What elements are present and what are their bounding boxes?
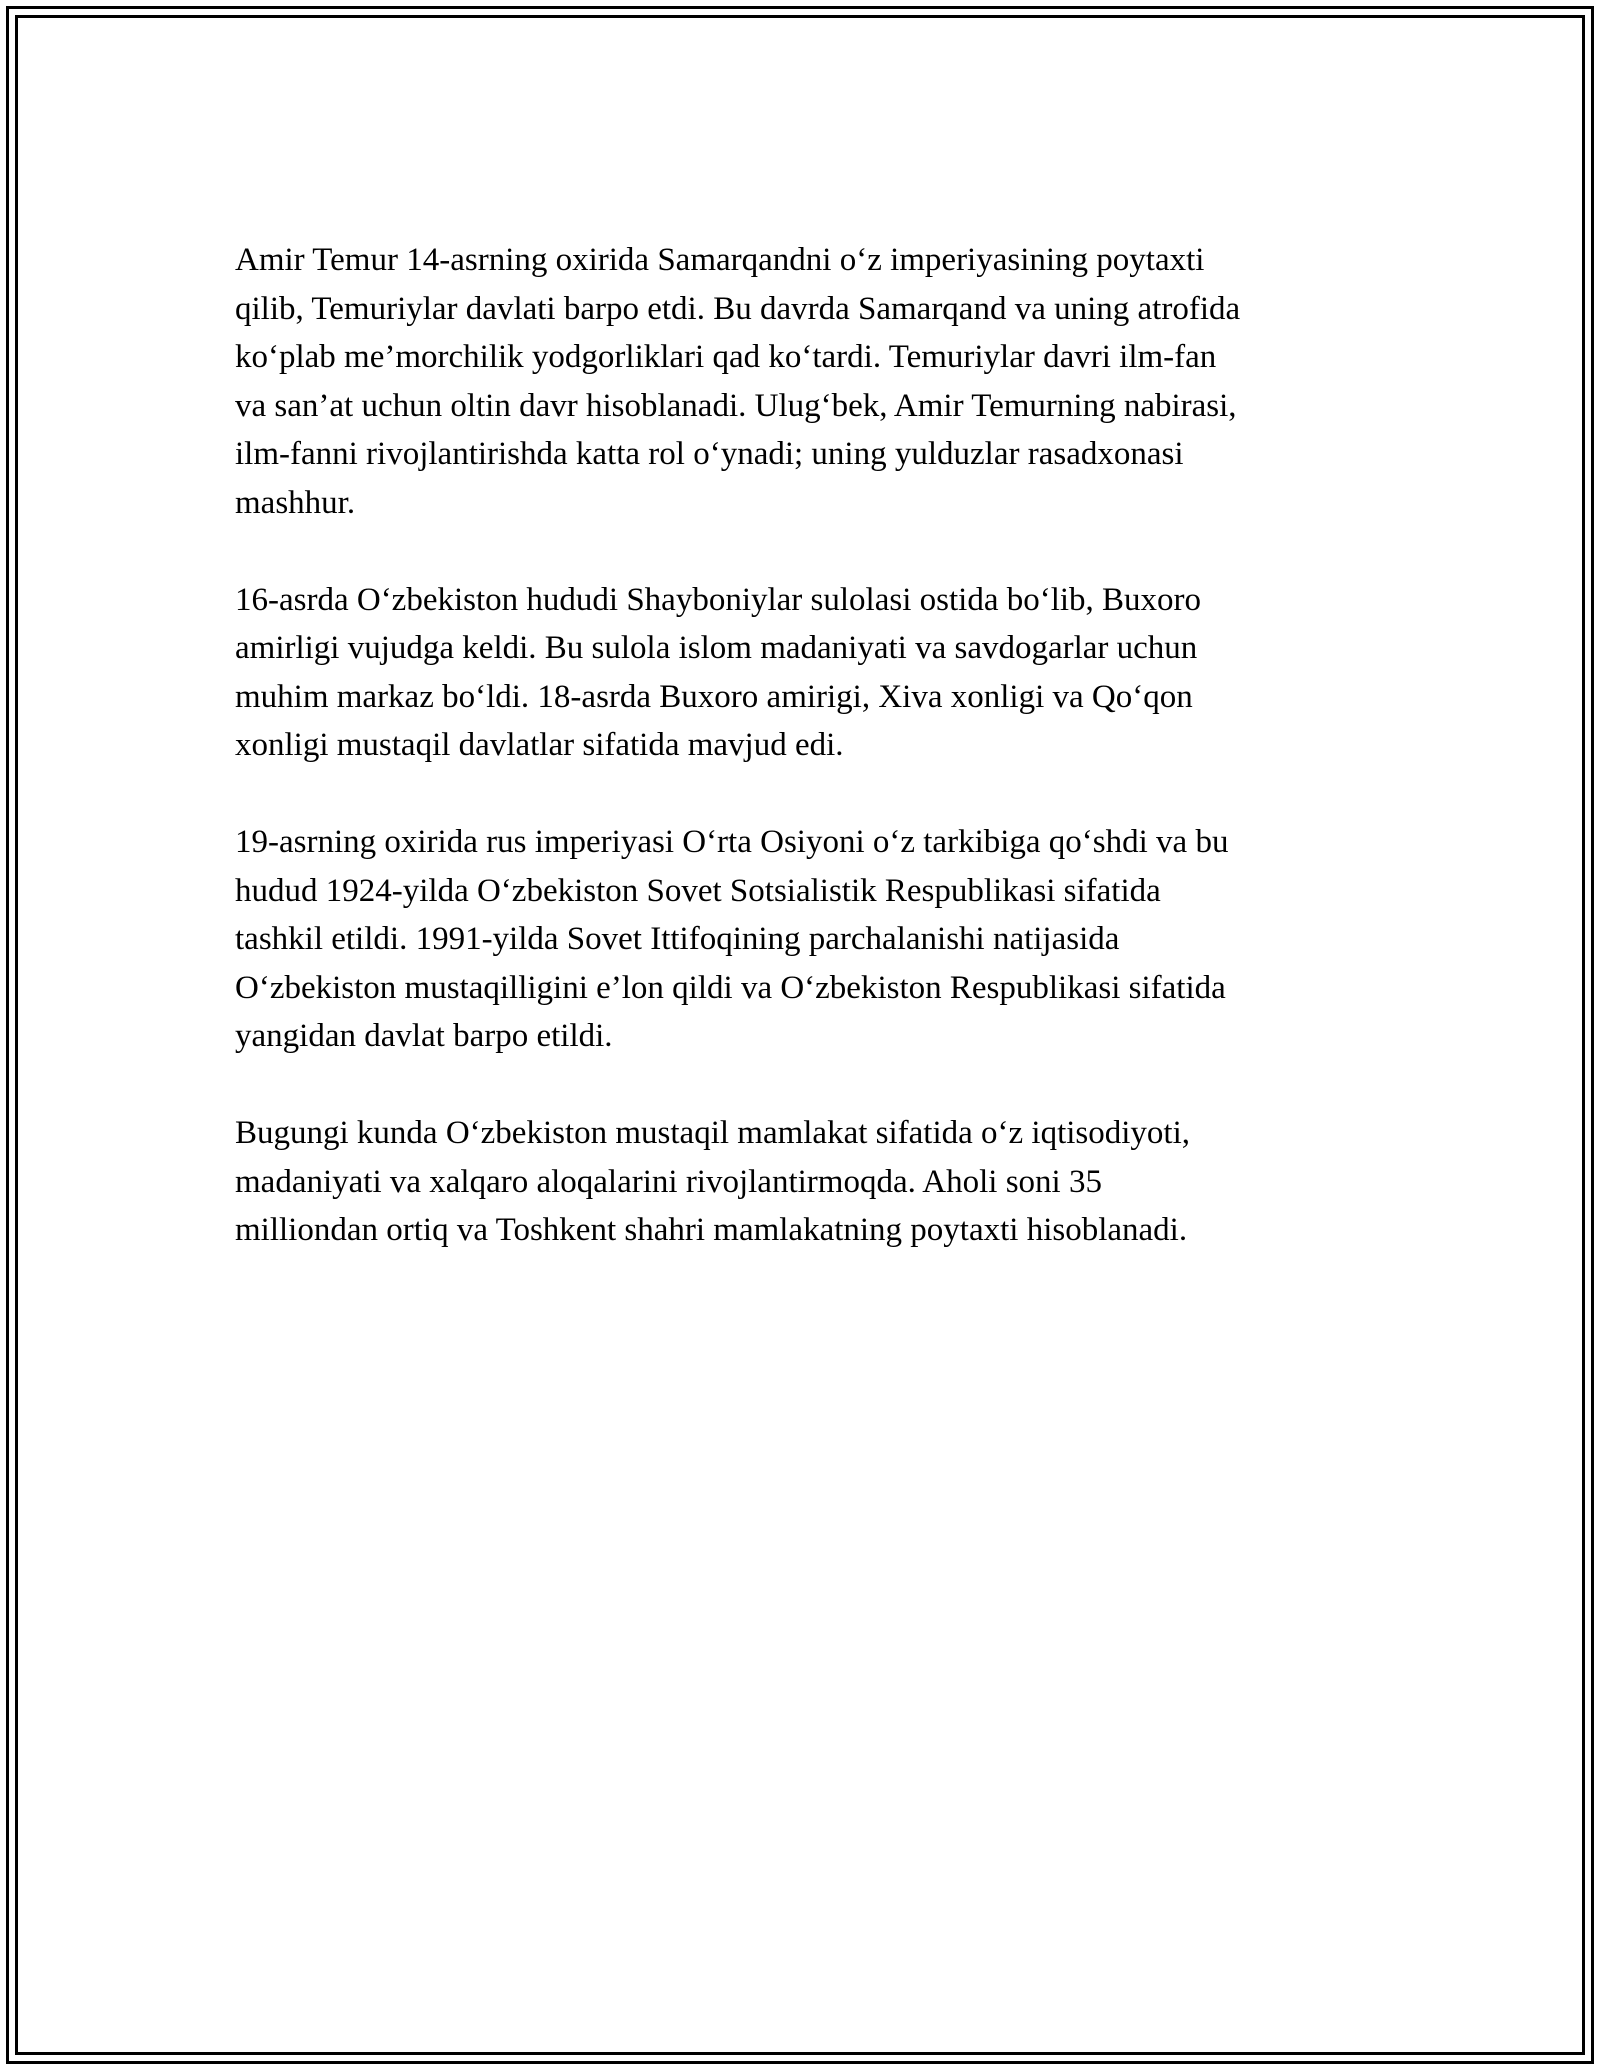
- document-body: [235, 236, 1375, 1303]
- paragraph-present-day: Bugungi kunda O‘zbekiston mustaqil mamlakat sifatida o‘z iqtisodiyoti, madaniyati va xalqaro aloqalarini rivojlantirmoqda. Aholi soni 35 milliondan ortiq va Toshkent shahri mamlakatning poytaxti hisoblanadi.: [235, 1115, 1191, 1248]
- paragraph-shaybanid-era: 16-asrda O‘zbekiston hududi Shayboniylar sulolasi ostida bo‘lib, Buxoro amirligi vujudga keldi. Bu sulola islom madaniyati va savdogarlar uchun muhim markaz bo‘ldi. 18-asrda Buxoro amirigi, Xiva xonligi va Qo‘qon xonligi mustaqil davlatlar sifatida mavjud edi.: [235, 581, 1202, 763]
- paragraph-russian-soviet-era: 19-asrning oxirida rus imperiyasi O‘rta Osiyoni o‘z tarkibiga qo‘shdi va bu hudud 1924-yilda O‘zbekiston Sovet Sotsialistik Respublikasi sifatida tashkil etildi. 1991-yilda Sovet Ittifoqining parchalanishi natijasida O‘zbekiston mustaqilligini e’lon qildi va O‘zbekiston Respublikasi sifatida yangidan davlat barpo etildi.: [235, 824, 1229, 1054]
- paragraph-temurid-era: Amir Temur 14-asrning oxirida Samarqandni o‘z imperiyasining poytaxti qilib, Temuriylar davlati barpo etdi. Bu davrda Samarqand va uning atrofida ko‘plab me’morchilik yodgorliklari qad ko‘tardi. Temuriylar davri ilm-fan va san’at uchun oltin davr hisoblanadi. Ulug‘bek, Amir Temurning nabirasi, ilm-fanni rivojlantirishda katta rol o‘ynadi; uning yulduzlar rasadxonasi mashhur.: [235, 242, 1241, 521]
